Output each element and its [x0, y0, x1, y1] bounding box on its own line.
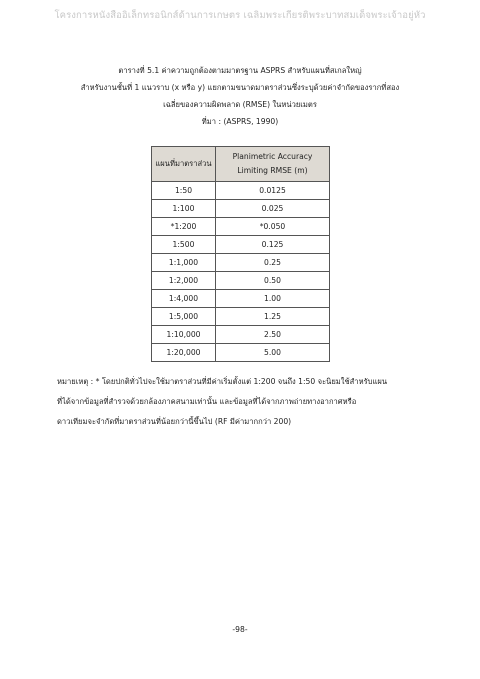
cell-rmse: 0.025 — [216, 200, 330, 218]
note-line-2: ที่ได้จากข้อมูลที่สำรวจด้วยกล้องภาคสนามเท่านั้น และข้อมูลที่ได้จากภาพถ่ายทางอากาศหรือ — [57, 397, 357, 406]
table-row — [152, 200, 330, 218]
cell-scale: 1:4,000 — [152, 290, 216, 308]
cell-rmse: 0.25 — [216, 254, 330, 272]
header-scale: แผนที่มาตราส่วน — [152, 147, 216, 182]
cell-rmse: 2.50 — [216, 326, 330, 344]
table-header-row — [152, 147, 330, 182]
header-rmse-line-1: Planimetric Accuracy — [232, 152, 313, 161]
table-row — [152, 182, 330, 200]
header-rmse-line-2: Limiting RMSE (m) — [237, 166, 308, 175]
table-row — [152, 272, 330, 290]
note-line-1: หมายเหตุ : * โดยปกติทั่วไปจะใช้มาตราส่วนที่มีค่าเริ่มตั้งแต่ 1:200 จนถึง 1:50 จะนิยมใช้สำหรับแผน — [57, 377, 388, 386]
table-row — [152, 326, 330, 344]
cell-scale: 1:50 — [152, 182, 216, 200]
cell-scale: 1:2,000 — [152, 272, 216, 290]
caption-line-1: ตารางที่ 5.1 ค่าความถูกต้องตามมาตรฐาน ASPRS สำหรับแผนที่สเกลใหญ่ — [118, 66, 362, 75]
running-header: โครงการหนังสืออิเล็กทรอนิกส์ด้านการเกษตร เฉลิมพระเกียรติพระบาทสมเด็จพระเจ้าอยู่หัว — [54, 10, 426, 21]
cell-scale: 1:500 — [152, 236, 216, 254]
cell-rmse: 0.125 — [216, 236, 330, 254]
cell-scale: *1:200 — [152, 218, 216, 236]
table-row — [152, 290, 330, 308]
cell-rmse: 5.00 — [216, 344, 330, 362]
note-line-3: ดาวเทียมจะจำกัดที่มาตราส่วนที่น้อยกว่านี้ขึ้นไป (RF มีค่ามากกว่า 200) — [57, 417, 292, 426]
table-row — [152, 218, 330, 236]
caption-line-2: สำหรับงานชั้นที่ 1 แนวราบ (x หรือ y) แยกตามขนาดมาตราส่วนซึ่งระบุด้วยค่าจำกัดของรากที่สอง — [80, 83, 400, 92]
header-rmse — [216, 147, 330, 182]
table-row — [152, 236, 330, 254]
cell-rmse: *0.050 — [216, 218, 330, 236]
page-number: -98- — [232, 625, 248, 634]
table-row — [152, 308, 330, 326]
accuracy-table — [151, 146, 330, 362]
cell-scale: 1:10,000 — [152, 326, 216, 344]
cell-rmse: 0.50 — [216, 272, 330, 290]
cell-scale: 1:100 — [152, 200, 216, 218]
table-note — [57, 372, 429, 432]
cell-scale: 1:20,000 — [152, 344, 216, 362]
table-row — [152, 344, 330, 362]
cell-rmse: 1.00 — [216, 290, 330, 308]
cell-scale: 1:5,000 — [152, 308, 216, 326]
cell-rmse: 1.25 — [216, 308, 330, 326]
cell-scale: 1:1,000 — [152, 254, 216, 272]
cell-rmse: 0.0125 — [216, 182, 330, 200]
table-row — [152, 254, 330, 272]
caption-line-3: เฉลี่ยของความผิดพลาด (RMSE) ในหน่วยเมตร — [163, 100, 317, 109]
caption-source: ที่มา : (ASPRS, 1990) — [201, 117, 279, 126]
table-caption — [20, 62, 460, 130]
